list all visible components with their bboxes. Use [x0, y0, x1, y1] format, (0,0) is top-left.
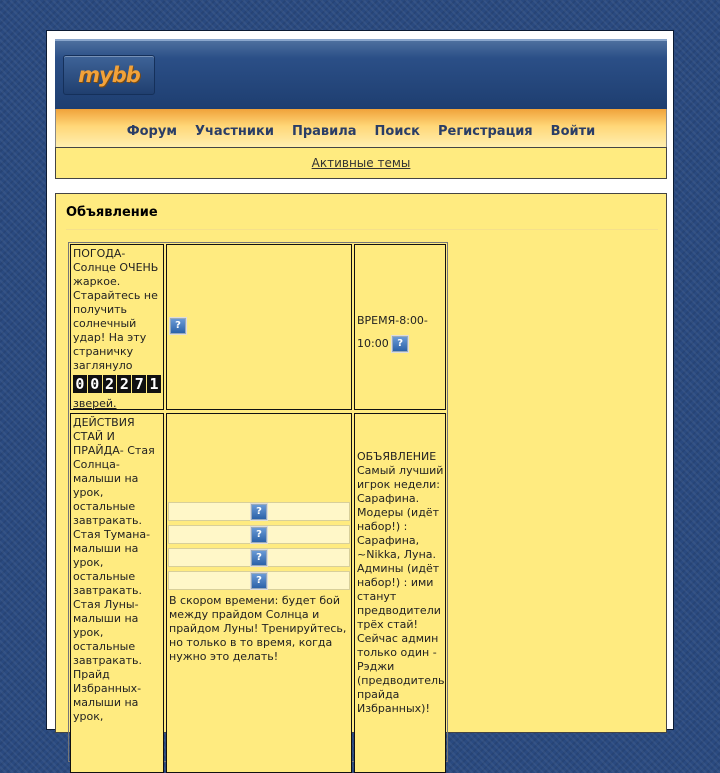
- counter-digit: 0: [73, 375, 87, 393]
- image-row: [168, 548, 350, 567]
- weather-text: ПОГОДА- Солнце ОЧЕНЬ жаркое. Старайтесь не получить солнечный удар! На эту страничку заглянуло: [73, 247, 159, 372]
- center-cell: [166, 413, 352, 773]
- coming-soon-text: В скором времени: будет бой между прайдом Солнца и прайдом Луны! Тренируйтесь, но только в то время, когда нужно это делать!: [169, 594, 347, 663]
- menu-item-members[interactable]: Участники: [194, 123, 274, 139]
- actions-text: ДЕЙСТВИЯ СТАЙ И ПРАЙДА- Стая Солнца-малыши на урок, остальные завтракать. Стая Тумана-малыши на урок, остальные завтракать. Стая Луны-малыши на урок, остальные завтракать. Прайд Избранных-малыши на урок,: [73, 416, 155, 723]
- broken-image-icon: ?: [251, 504, 267, 520]
- counter-digit: 7: [132, 375, 146, 393]
- notice-cell: [354, 413, 446, 773]
- announcement-title: Объявление: [66, 205, 158, 220]
- image-cell: [166, 244, 352, 410]
- page-container: [46, 30, 674, 730]
- image-row: [168, 525, 350, 544]
- counter-digit: 0: [88, 375, 102, 393]
- image-row: [168, 502, 350, 521]
- weather-cell: [70, 244, 164, 410]
- broken-image-icon: ?: [251, 527, 267, 543]
- notice-text: ОБЪЯВЛЕНИЕ Самый лучший игрок недели: Сарафина. Модеры (идёт набор!) : Сарафина, ~Nikka, Луна. Админы (идёт набор!) : ими станут предводители трёх стай! Сейчас админ только один - Рэджи (предводитель прайда Избранных)!: [357, 450, 445, 715]
- header-banner: [55, 39, 667, 109]
- counter-suffix-link[interactable]: зверей.: [73, 397, 117, 410]
- counter-digit: 2: [103, 375, 117, 393]
- actions-cell: [70, 413, 164, 773]
- counter-digit: 2: [117, 375, 131, 393]
- menu-item-forum[interactable]: Форум: [126, 123, 177, 139]
- announcement-table: [68, 242, 448, 762]
- broken-image-icon: ?: [251, 550, 267, 566]
- counter-digit: 1: [147, 375, 161, 393]
- menu-item-register[interactable]: Регистрация: [438, 123, 533, 139]
- broken-image-icon: ?: [251, 573, 267, 589]
- image-row: [168, 571, 350, 590]
- mybb-logo[interactable]: mybb: [63, 55, 155, 95]
- main-menu: [55, 109, 667, 147]
- active-topics-link[interactable]: Активные темы: [311, 156, 411, 170]
- time-text: ВРЕМЯ-8:00-10:00: [357, 314, 428, 350]
- divider: [66, 229, 658, 230]
- menu-item-login[interactable]: Войти: [550, 123, 596, 139]
- broken-image-icon: ?: [392, 336, 408, 352]
- subnav-bar: [55, 147, 667, 179]
- visitor-counter: [73, 375, 161, 393]
- announcement-panel: [55, 193, 667, 733]
- menu-item-rules[interactable]: Правила: [291, 123, 357, 139]
- time-cell: [354, 244, 446, 410]
- broken-image-icon: ?: [170, 318, 186, 334]
- menu-item-search[interactable]: Поиск: [374, 123, 420, 139]
